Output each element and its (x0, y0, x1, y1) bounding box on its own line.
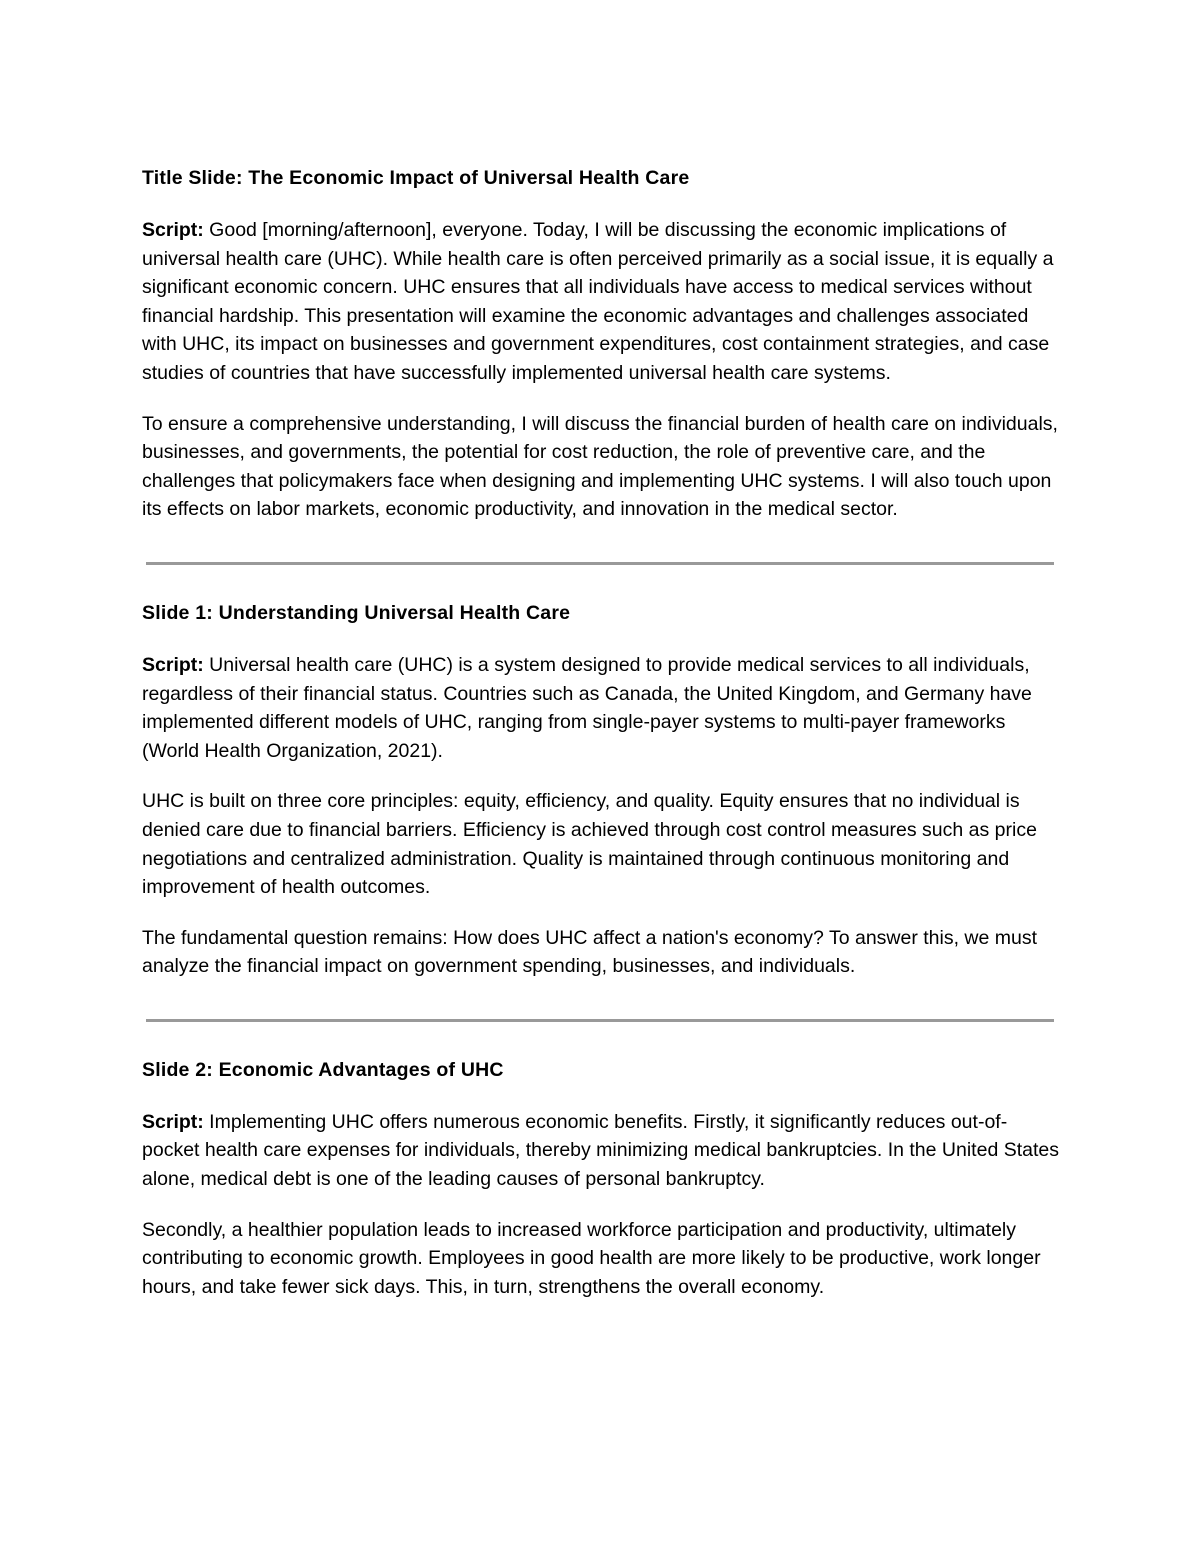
paragraph-text: Universal health care (UHC) is a system designed to provide medical services to all individuals, regardless of their financial status. Countries such as Canada, the United Kingdom, and Germany have implemented different models of UHC, ranging from single-payer systems to multi-payer frameworks (World Health Organization, 2021). (142, 653, 1032, 762)
body-paragraph (142, 787, 1062, 901)
body-paragraph (142, 1216, 1062, 1302)
body-paragraph (142, 924, 1062, 981)
section-heading: Slide 2: Economic Advantages of UHC (142, 1058, 504, 1081)
script-label: Script: (142, 219, 204, 241)
script-label: Script: (142, 653, 204, 676)
script-paragraph (142, 216, 1062, 388)
paragraph-text: The fundamental question remains: How does UHC affect a nation's economy? To answer this, we must analyze the financial impact on government spending, businesses, and individuals. (142, 926, 1038, 978)
document-page (142, 164, 1062, 1323)
section-divider (146, 1019, 1054, 1022)
paragraph-text: UHC is built on three core principles: equity, efficiency, and quality. Equity ensures that no individual is denied care due to financial barriers. Efficiency is achieved through cost control measures such as price negotiations and centralized administration. Quality is maintained through continuous monitoring and improvement of health outcomes. (142, 790, 1037, 899)
script-paragraph (142, 1108, 1062, 1194)
section-divider (146, 562, 1054, 565)
section-title-slide (142, 164, 1062, 524)
paragraph-text: Good [morning/afternoon], everyone. Today, I will be discussing the economic implications of universal health care (UHC). While health care is often perceived primarily as a social issue, it is equally a significant economic concern. UHC ensures that all individuals have access to medical services without financial hardship. This presentation will examine the economic advantages and challenges associated with UHC, its impact on businesses and government expenditures, cost containment strategies, and case studies of countries that have successfully implemented universal health care systems. (142, 219, 1054, 384)
section-slide-2 (142, 1056, 1062, 1302)
body-paragraph (142, 410, 1062, 524)
paragraph-text: To ensure a comprehensive understanding, I will discuss the financial burden of health care on individuals, businesses, and governments, the potential for cost reduction, the role of preventive care, and the challenges that policymakers face when designing and implementing UHC systems. I will also touch upon its effects on labor markets, economic productivity, and innovation in the medical sector. (142, 412, 1058, 521)
section-slide-1 (142, 599, 1062, 981)
section-heading: Title Slide: The Economic Impact of Universal Health Care (142, 167, 690, 189)
section-heading: Slide 1: Understanding Universal Health Care (142, 601, 571, 624)
script-paragraph (142, 651, 1062, 765)
paragraph-text: Implementing UHC offers numerous economic benefits. Firstly, it significantly reduces out-of-pocket health care expenses for individuals, thereby minimizing medical bankruptcies. In the United States alone, medical debt is one of the leading causes of personal bankruptcy. (142, 1110, 1059, 1191)
script-label: Script: (142, 1110, 204, 1133)
paragraph-text: Secondly, a healthier population leads to increased workforce participation and productivity, ultimately contributing to economic growth. Employees in good health are more likely to be productive, work longer hours, and take fewer sick days. This, in turn, strengthens the overall economy. (142, 1218, 1041, 1298)
